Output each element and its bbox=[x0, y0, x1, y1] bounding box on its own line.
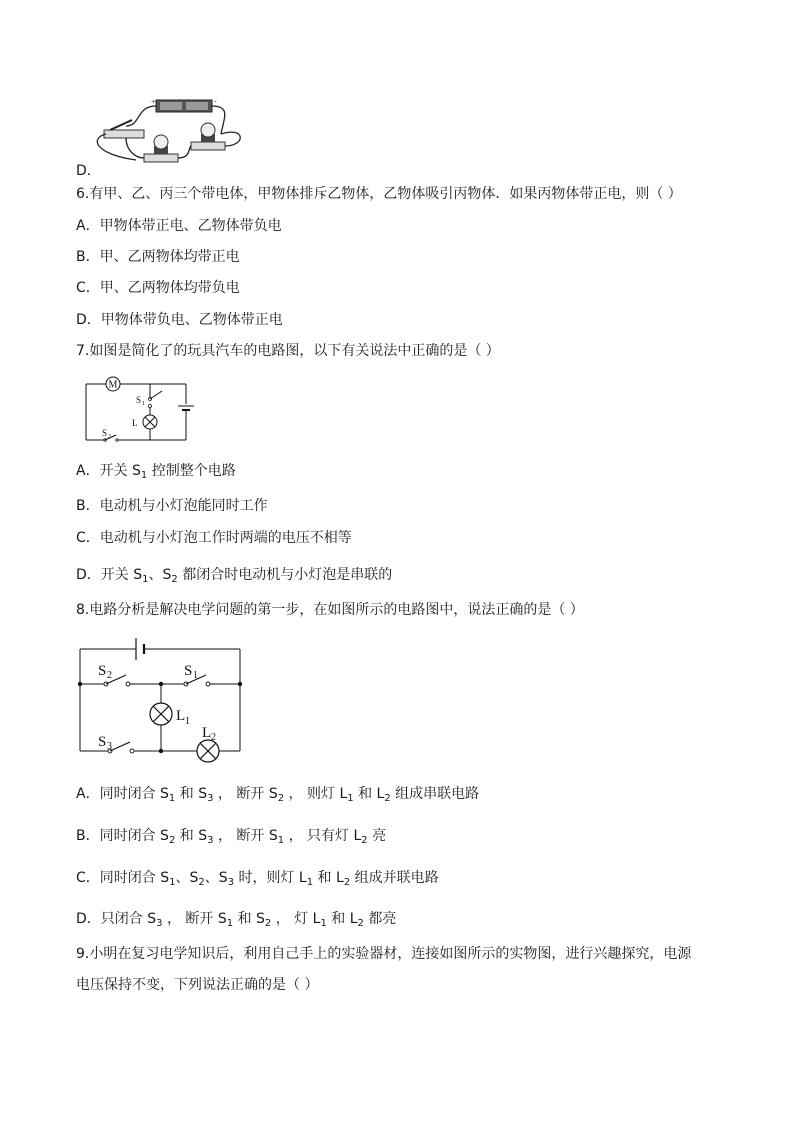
bulb-2 bbox=[191, 123, 225, 150]
svg-text:L: L bbox=[202, 725, 212, 741]
q6-option-d: D．甲物体带负电、乙物体带正电 bbox=[76, 312, 283, 328]
battery-symbol bbox=[136, 638, 144, 660]
switch-s2-symbol bbox=[102, 428, 118, 441]
q5-option-d: D． bbox=[76, 163, 101, 179]
svg-text:+: + bbox=[151, 97, 156, 106]
q7-option-a: A．开关 $S_1$ 控制整个电路 bbox=[76, 463, 236, 481]
q6-option-c: C．甲、乙两物体均带负电 bbox=[76, 280, 240, 296]
q8-option-c: C．同时闭合 $S_1$、$S_2$、$S_3$ 时，则灯 $L_1$ 和 $L_2$ 组成并联电路 bbox=[76, 870, 439, 888]
svg-text:S: S bbox=[184, 663, 193, 679]
svg-text:3: 3 bbox=[107, 741, 112, 752]
lamp-l1-symbol bbox=[150, 703, 190, 727]
svg-text:1: 1 bbox=[142, 401, 145, 407]
switch-s2-symbol bbox=[98, 663, 130, 686]
svg-text:2: 2 bbox=[211, 732, 216, 743]
q9-stem-line-2: 电压保持不变，下列说法正确的是（ ） bbox=[76, 977, 319, 993]
motor-symbol bbox=[106, 377, 120, 391]
svg-text:2: 2 bbox=[108, 434, 111, 440]
q7-option-d: D．开关 $S_1$、$S_2$ 都闭合时电动机与小灯泡是串联的 bbox=[76, 567, 393, 585]
q9-stem-line-1: 9.小明在复习电学知识后，利用自己手上的实验器材，连接如图所示的实物图，进行兴趣探究，电源 bbox=[76, 946, 692, 962]
switch-s1-symbol bbox=[184, 663, 210, 686]
q6-stem: 6.有甲、乙、丙三个带电体，甲物体排斥乙物体，乙物体吸引丙物体．如果丙物体带正电，则（ ） bbox=[76, 186, 682, 202]
svg-text:S: S bbox=[98, 663, 107, 679]
switch-s1-symbol bbox=[136, 391, 162, 408]
lamp-l2-symbol bbox=[197, 725, 219, 762]
svg-text:S: S bbox=[102, 428, 108, 438]
battery-box bbox=[151, 97, 217, 112]
battery-symbol bbox=[178, 406, 194, 410]
svg-text:1: 1 bbox=[193, 670, 198, 681]
q6-option-a: A．甲物体带正电、乙物体带负电 bbox=[76, 218, 282, 234]
svg-text:S: S bbox=[98, 734, 107, 750]
q7-option-b: B．电动机与小灯泡能同时工作 bbox=[76, 498, 268, 514]
q8-stem: 8.电路分析是解决电学问题的第一步，在如图所示的电路图中，说法正确的是（ ） bbox=[76, 602, 584, 618]
svg-text:L: L bbox=[176, 708, 186, 724]
wire bbox=[178, 146, 191, 158]
q7-circuit-diagram bbox=[86, 374, 196, 444]
q8-option-d: D．只闭合 $S_3$ ， 断开 $S_1$ 和 $S_2$ ， 灯 $L_1$ 和 $L_2$ 都亮 bbox=[76, 911, 397, 929]
switch bbox=[104, 120, 144, 138]
q7-option-c: C．电动机与小灯泡工作时两端的电压不相等 bbox=[76, 530, 352, 546]
svg-text:2: 2 bbox=[107, 670, 112, 681]
svg-text:L: L bbox=[132, 418, 138, 428]
q6-option-b: B．甲、乙两物体均带正电 bbox=[76, 249, 240, 265]
bulb-1 bbox=[144, 135, 178, 162]
wire bbox=[126, 138, 144, 158]
wire bbox=[126, 106, 156, 126]
q7-stem: 7.如图是简化了的玩具汽车的电路图，以下有关说法中正确的是（ ） bbox=[76, 343, 500, 359]
svg-text:-: - bbox=[214, 97, 217, 106]
svg-text:S: S bbox=[136, 395, 142, 405]
q8-option-a: A．同时闭合 $S_1$ 和 $S_3$ ， 断开 $S_2$ ， 则灯 $L_1$ 和 $L_2$ 组成串联电路 bbox=[76, 786, 480, 804]
q5-physical-circuit-figure bbox=[96, 96, 256, 166]
q8-option-b: B．同时闭合 $S_2$ 和 $S_3$ ， 断开 $S_1$ ， 只有灯 $L_2$ 亮 bbox=[76, 828, 387, 846]
svg-text:1: 1 bbox=[185, 716, 190, 727]
q8-circuit-diagram bbox=[78, 636, 248, 761]
lamp-l-symbol bbox=[132, 415, 157, 429]
switch-s3-symbol bbox=[98, 734, 134, 753]
svg-text:M: M bbox=[108, 379, 118, 391]
